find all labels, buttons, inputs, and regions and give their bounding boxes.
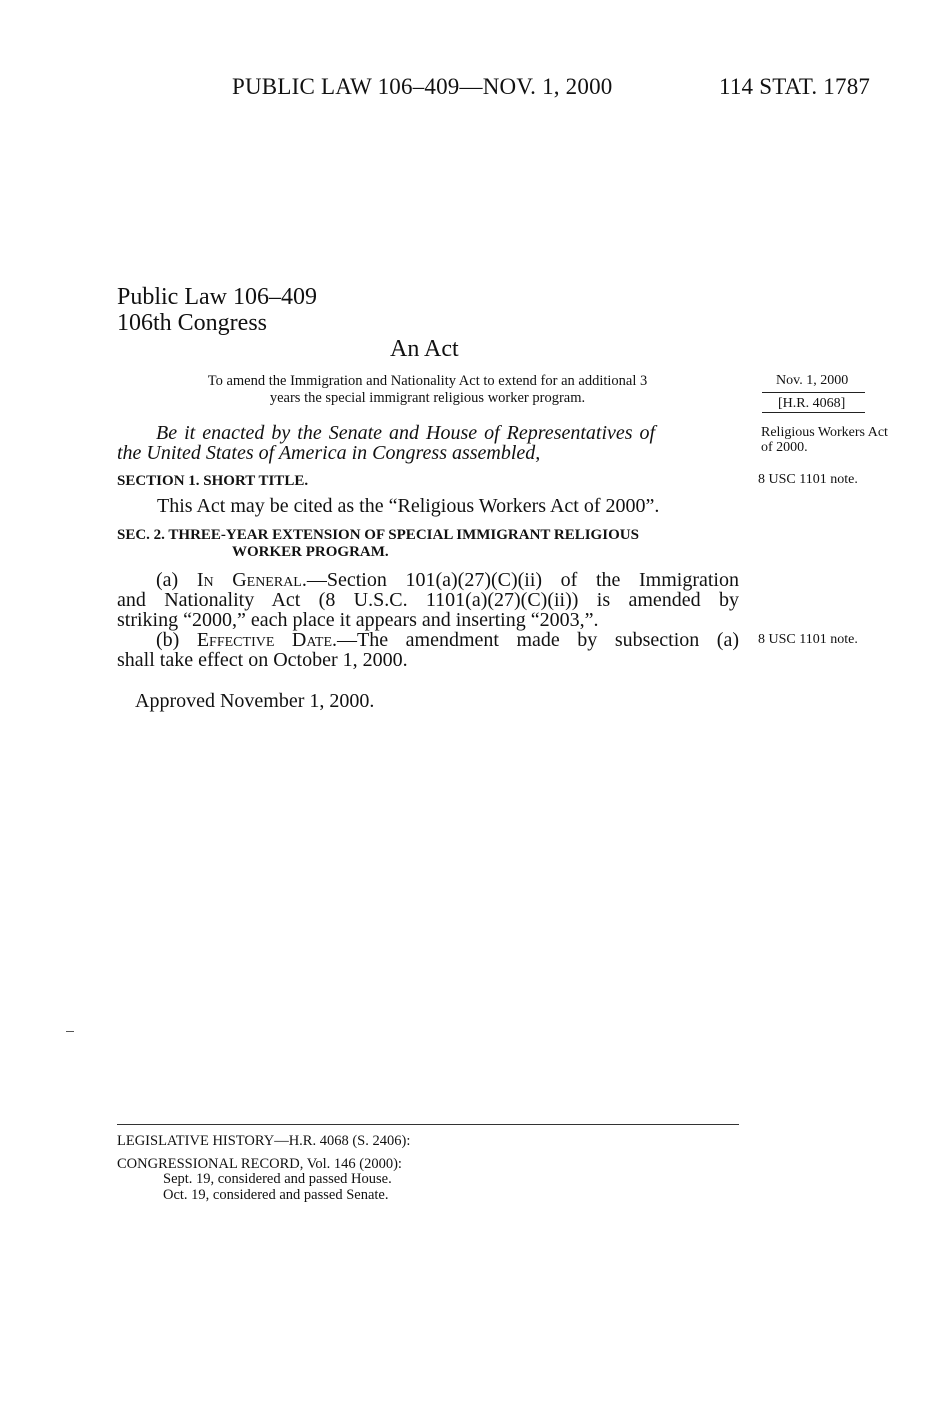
section-text: This Act may be cited as the “Religious Workers Act of 2000”. <box>157 495 660 517</box>
subsection-b-line <box>156 630 739 650</box>
margin-note-usc: 8 USC 1101 note. <box>758 472 858 487</box>
margin-note-short-title: Religious Workers Act of 2000. <box>761 425 888 455</box>
purpose-line: years the special immigrant religious worker program. <box>269 390 586 406</box>
congressional-record-title: CONGRESSIONAL RECORD, Vol. 146 (2000): <box>117 1156 402 1172</box>
history-entry: Sept. 19, considered and passed House. <box>163 1171 392 1187</box>
legislative-history-title: LEGISLATIVE HISTORY—H.R. 4068 (S. 2406): <box>117 1133 411 1149</box>
subsection-a-line <box>156 570 739 590</box>
history-entry: Oct. 19, considered and passed Senate. <box>163 1187 389 1203</box>
act-label: An Act <box>390 336 459 362</box>
subsection-text: .—The amendment made by subsection (a) <box>332 629 739 651</box>
scan-mark <box>66 1031 74 1032</box>
section-heading-continuation: WORKER PROGRAM. <box>232 544 389 560</box>
section-heading: SECTION 1. SHORT TITLE. <box>117 473 309 489</box>
approval-date: Approved November 1, 2000. <box>135 690 375 712</box>
law-number: Public Law 106–409 <box>117 284 317 310</box>
subsection-text: .—Section 101(a)(27)(C)(ii) of the Immigration <box>301 569 739 591</box>
congress-number: 106th Congress <box>117 310 267 336</box>
running-head-stat-page: 114 STAT. 1787 <box>719 74 871 99</box>
section-heading: SEC. 2. THREE-YEAR EXTENSION OF SPECIAL IMMIGRANT RELIGIOUS <box>117 527 639 543</box>
margin-note-usc: 8 USC 1101 note. <box>758 632 858 647</box>
subsection-b-line: shall take effect on October 1, 2000. <box>117 649 408 671</box>
footer-rule <box>117 1124 739 1125</box>
subsection-heading: Effective Date <box>196 629 333 651</box>
subsection-label: (a) <box>156 569 197 591</box>
enacting-clause-line: the United States of America in Congress assembled, <box>117 442 541 464</box>
subsection-a-line: striking “2000,” each place it appears and inserting “2003,”. <box>117 609 599 631</box>
margin-rule <box>762 412 865 413</box>
margin-note-date: Nov. 1, 2000 <box>776 373 849 388</box>
purpose-line: To amend the Immigration and Nationality Act to extend for an additional 3 <box>207 373 648 389</box>
enacting-clause-line: Be it enacted by the Senate and House of Representatives of <box>156 422 656 444</box>
subsection-label: (b) <box>156 629 197 651</box>
margin-note-bill: [H.R. 4068] <box>778 396 846 411</box>
margin-rule <box>762 392 865 393</box>
running-head-law: PUBLIC LAW 106–409—NOV. 1, 2000 <box>232 74 613 99</box>
subsection-heading: In General <box>196 569 302 591</box>
subsection-a-line: and Nationality Act (8 U.S.C. 1101(a)(27)(C)(ii)) is amended by <box>117 589 739 611</box>
